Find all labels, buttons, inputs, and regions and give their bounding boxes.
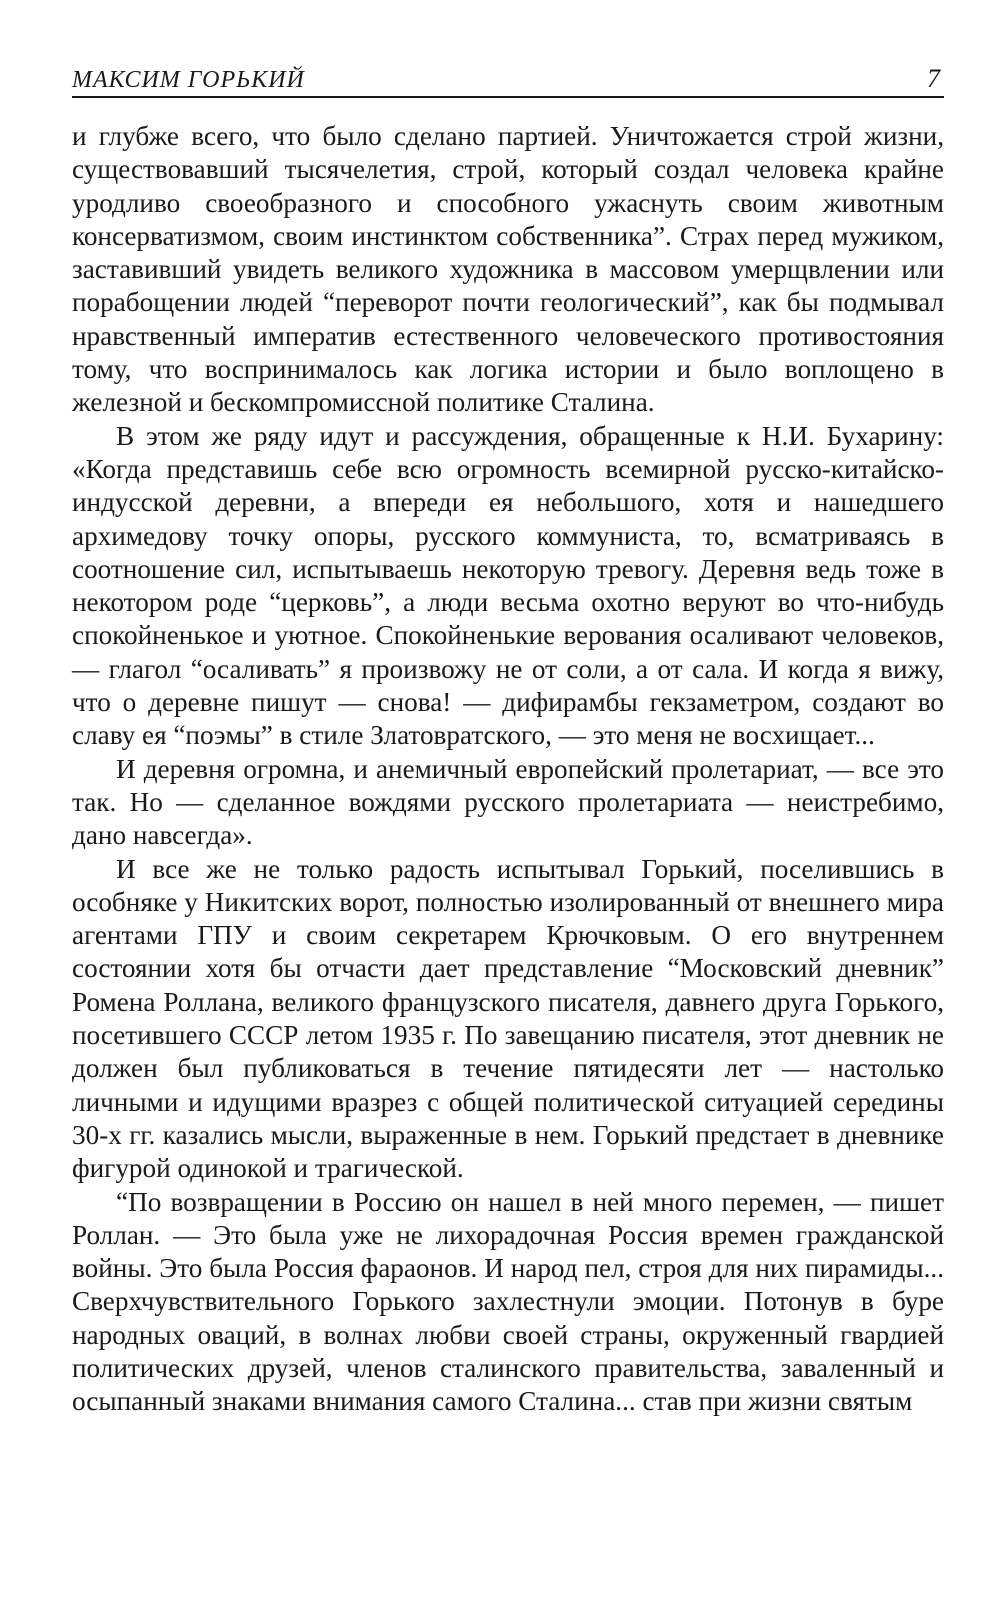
page-number: 7 [927,64,940,93]
paragraph: В этом же ряду идут и рассуждения, обращенные к Н.И. Бухарину: «Когда представишь себе всю огромность всемирной русско-китайско-индусской деревни, а впереди ея небольшого, хотя и нашедшего архимедову точку опоры, русского коммуниста, то, всматриваясь в соотношение сил, испытываешь некоторую тревогу. Деревня ведь тоже в некотором роде “церковь”, а люди весьма охотно веруют во что-нибудь спокойненькое и уютное. Спокойненькие верования осаливают человеков, — глагол “осаливать” я произвожу не от соли, а от сала. И когда я вижу, что о деревне пишут — снова! — дифирамбы гекзаметром, создают во славу ея “поэмы” в стиле Златовратского, — это меня не восхищает... [72,420,944,751]
running-title: МАКСИМ ГОРЬКИЙ [72,67,305,93]
book-page [72,54,944,1419]
running-head [72,54,944,98]
body-text [72,120,944,1419]
paragraph: “По возвращении в Россию он нашел в ней много перемен, — пишет Роллан. — Это была уже не лихорадочная Россия времен гражданской войны. Это была Россия фараонов. И народ пел, строя для них пирамиды... Сверхчувствительного Горького захлестнули эмоции. Потонув в буре народных оваций, в волнах любви своей страны, окруженный гвардией политических друзей, членов сталинского правительства, заваленный и осыпанный знаками внимания самого Сталина... став при жизни святым [72,1186,944,1417]
paragraph: И все же не только радость испытывал Горький, поселившись в особняке у Никитских ворот, полностью изолированный от внешнего мира агентами ГПУ и своим секретарем Крючковым. О его внутреннем состоянии хотя бы отчасти дает представление “Московский дневник” Ромена Роллана, великого французского писателя, давнего друга Горького, посетившего СССР летом 1935 г. По завещанию писателя, этот дневник не должен был публиковаться в течение пятидесяти лет — настолько личными и идущими вразрез с общей политической ситуацией середины 30-х гг. казались мысли, выраженные в нем. Горький предстает в дневнике фигурой одинокой и трагической. [72,853,944,1184]
paragraph: И деревня огромна, и анемичный европейский пролетариат, — все это так. Но — сделанное вождями русского пролетариата — неистребимо, дано навсегда». [72,753,944,851]
paragraph-continuation: и глубже всего, что было сделано партией. Уничтожается строй жизни, существовавший тысячелетия, строй, который создал человека крайне уродливо своеобразного и способного ужаснуть своим животным консерватизмом, своим инстинктом собственника”. Страх перед мужиком, заставивший увидеть великого художника в массовом умерщвлении или порабощении людей “переворот почти геологический”, как бы подмывал нравственный императив естественного человеческого противостояния тому, что воспринималось как логика истории и было воплощено в железной и бескомпромиссной политике Сталина. [72,121,944,418]
